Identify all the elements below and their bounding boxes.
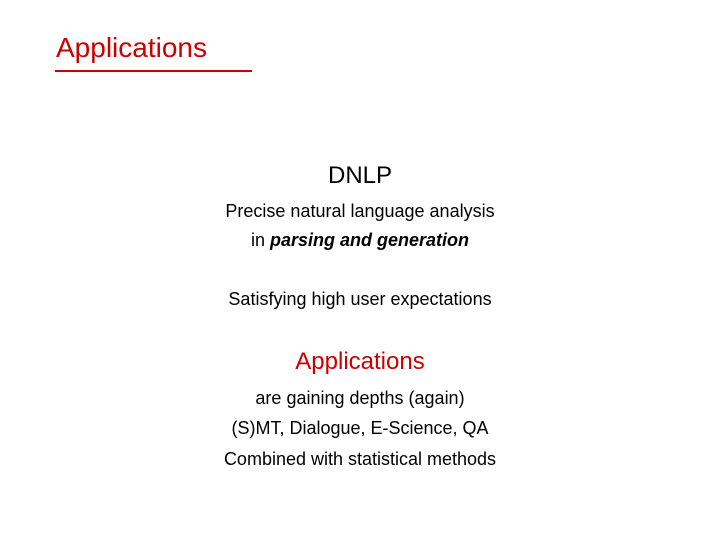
- dnlp-heading: DNLP: [327, 162, 393, 189]
- dnlp-line-2-prefix: in: [250, 230, 270, 250]
- applications-heading: Applications: [295, 348, 425, 375]
- title-underline: [55, 70, 252, 72]
- dnlp-line-3: Satisfying high user expectations: [228, 289, 492, 309]
- dnlp-line-2-emphasis: parsing and generation: [269, 230, 470, 250]
- slide-title: Applications: [56, 32, 207, 63]
- applications-line-2: (S)MT, Dialogue, E-Science, QA: [231, 418, 489, 438]
- applications-line-3: Combined with statistical methods: [223, 449, 497, 469]
- dnlp-line-2: [0, 231, 720, 249]
- applications-line-1: are gaining depths (again): [255, 388, 465, 408]
- dnlp-line-1: Precise natural language analysis: [225, 201, 495, 221]
